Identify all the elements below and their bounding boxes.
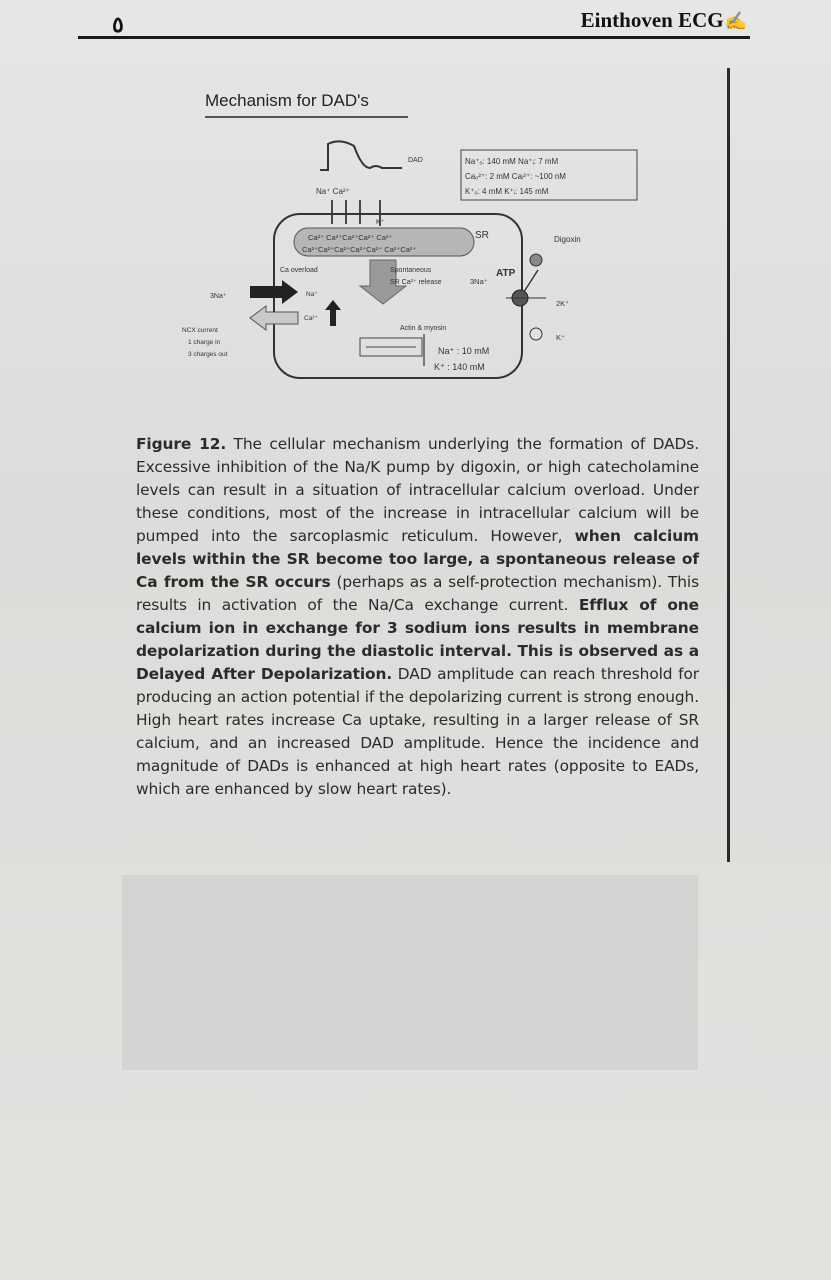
conc-line-1: Na⁺ₒ: 140 mM Na⁺ᵢ: 7 mM [465,157,559,166]
sr-ions-row-1: Ca²⁺ Ca²⁺Ca²⁺Ca²⁺ Ca²⁺ [308,233,393,242]
caption-text-2: (perhaps as a self-protection mechanism). This results in activation of the Na/Ca exchange current. [136,573,699,614]
conc-line-2: Caₒ²⁺: 2 mM Caᵢ²⁺: ~100 nM [465,172,566,181]
ca-overload-label: Ca overload [280,267,318,274]
running-header [581,8,747,33]
brand-title: Einthoven ECG [580,8,724,32]
actin-label: Actin & myosin [400,325,447,332]
ca-inner-label: Ca²⁺ [304,315,318,322]
sr-label: SR [475,230,489,241]
reverse-side-bleed [122,875,698,1070]
figure-caption [136,433,699,801]
dad-mechanism-diagram [170,134,650,386]
page-number: ٥ [112,12,124,38]
atp-label: ATP [496,268,516,279]
dad-label: DAD [408,157,423,164]
ncx-label-3: 3 charges out [188,351,228,358]
spontaneous-label-1: Spontaneous [390,267,432,274]
conc-line-3: K⁺ₒ: 4 mM K⁺ᵢ: 145 mM [465,187,549,196]
spontaneous-label-2: SR Ca²⁺ release [390,279,442,286]
caption-bold-2: Efflux of one calcium ion in exchange for 3 sodium ions results in membrane depolarization during the diastolic interval. This is observed as a Delayed After Depolarization. [136,596,699,683]
na-inner-label: Na⁺ [306,291,318,298]
digoxin-label: Digoxin [554,235,581,244]
ca-up-arrow [325,300,341,326]
pen-icon: ✍ [724,11,747,31]
ncx-label-2: 1 charge in [188,339,221,346]
caption-text-1: The cellular mechanism underlying the formation of DADs. Excessive inhibition of the Na/K pump by digoxin, or high catecholamine levels can result in a situation of intracellular calcium overload. Under these conditions, most of the increase in intracellular calcium will be pumped into the sarcoplasmic reticulum. However, [136,435,699,545]
na-in-label: Na⁺ : 10 mM [438,346,490,356]
margin-rule [727,68,730,862]
dad-waveform [320,141,402,170]
sr-ions-row-2: Ca²⁺Ca²⁺Ca²⁺Ca²⁺Ca²⁺ Ca²⁺Ca²⁺ [302,245,417,254]
figure-title: Mechanism for DAD's [205,91,369,110]
header-divider [78,36,750,39]
caption-bold-1: when calcium levels within the SR become too large, a spontaneous release of Ca from the SR occurs [136,527,699,591]
digoxin-block [530,254,542,266]
two-k-label: 2K⁺ [556,299,570,308]
caption-text-3: DAD amplitude can reach threshold for producing an action potential if the depolarizing current is strong enough. High heart rates increase Ca uptake, resulting in a larger release of SR calcium, and an increased DAD amplitude. Hence the incidence and magnitude of DADs is enhanced at high heart rates (opposite to EADs, which are enhanced by slow heart rates). [136,665,699,798]
k-top-label: K⁺ [376,219,385,226]
k-out-label: K⁺ [556,333,565,342]
na-ca-label: Na⁺ Ca²⁺ [316,187,350,196]
figure-title-underline [205,116,408,118]
three-na-inner-label: 3Na⁺ [470,277,488,286]
k-in-label: K⁺ : 140 mM [434,362,485,372]
three-na-left-label: 3Na⁺ [210,293,227,300]
k-channel [530,328,542,340]
ncx-label-1: NCX current [182,327,218,334]
caption-label: Figure 12. [136,435,227,453]
